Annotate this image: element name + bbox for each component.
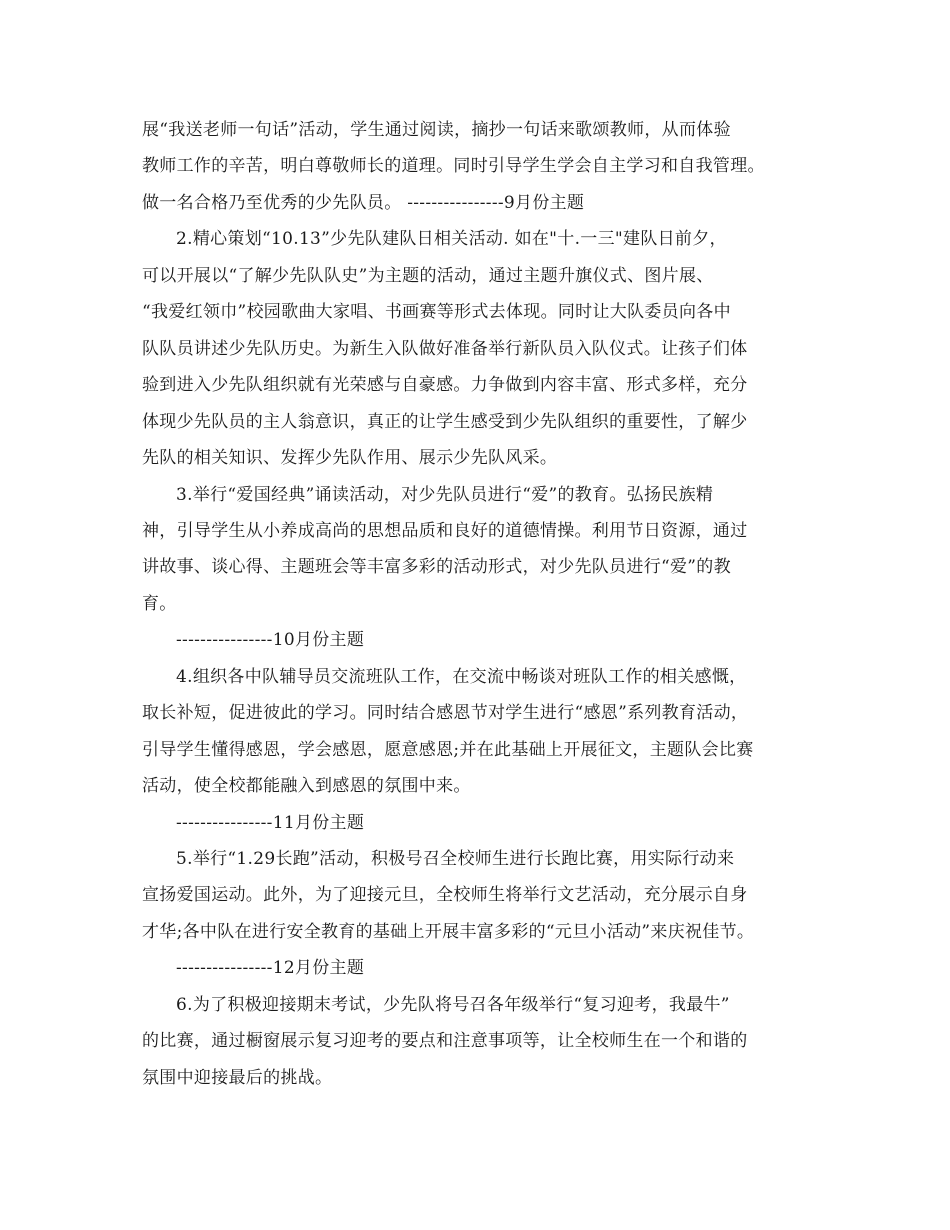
text-line: 队队员讲述少先队历史。为新生入队做好准备举行新队员入队仪式。让孩子们体 — [142, 338, 748, 359]
text-line: 才华;各中队在进行安全教育的基础上开展丰富多彩的“元旦小活动”来庆祝佳节。 — [142, 921, 755, 942]
text-line: “我爱红领巾”校园歌曲大家唱、书画赛等形式去体现。同时让大队委员向各中 — [142, 302, 731, 323]
text-line: 引导学生懂得感恩，学会感恩，愿意感恩;并在此基础上开展征文，主题队会比赛 — [142, 739, 754, 760]
text-line: 6.为了积极迎接期末考试，少先队将号召各年级举行“复习迎考，我最牛” — [176, 994, 730, 1015]
text-line: 做一名合格乃至优秀的少先队员。 ----------------9月份主题 — [142, 192, 585, 213]
text-line: 育。 — [142, 593, 177, 614]
text-line: ----------------11月份主题 — [176, 812, 365, 833]
text-line: 氛围中迎接最后的挑战。 — [142, 1067, 333, 1088]
text-line: 2.精心策划“10.13”少先队建队日相关活动. 如在"十.一三"建队日前夕， — [176, 229, 727, 250]
text-line: 教师工作的辛苦，明白尊敬师长的道理。同时引导学生学会自主学习和自我管理。 — [142, 156, 765, 177]
text-line: 取长补短，促进彼此的学习。同时结合感恩节对学生进行“感恩”系列教育活动， — [142, 703, 749, 724]
text-line: 先队的相关知识、发挥少先队作用、展示少先队风采。 — [142, 448, 558, 469]
text-line: 宣扬爱国运动。此外，为了迎接元旦，全校师生将举行文艺活动，充分展示自身 — [142, 885, 748, 906]
text-line: 展“我送老师一句话”活动，学生通过阅读，摘抄一句话来歌颂教师，从而体验 — [142, 120, 731, 140]
text-line: 神，引导学生从小养成高尚的思想品质和良好的道德情操。利用节日资源，通过 — [142, 520, 748, 541]
text-line: 体现少先队员的主人翁意识，真正的让学生感受到少先队组织的重要性，了解少 — [142, 411, 748, 432]
text-line: 3.举行“爱国经典”诵读活动，对少先队员进行“爱”的教育。弘扬民族精 — [176, 484, 714, 505]
text-line: 的比赛，通过橱窗展示复习迎考的要点和注意事项等，让全校师生在一个和谐的 — [142, 1031, 748, 1052]
text-line: 4.组织各中队辅导员交流班队工作，在交流中畅谈对班队工作的相关感慨， — [176, 666, 747, 687]
text-line: 活动，使全校都能融入到感恩的氛围中来。 — [142, 776, 471, 797]
text-line: ----------------12月份主题 — [176, 958, 365, 979]
text-line: 验到进入少先队组织就有光荣感与自豪感。力争做到内容丰富、形式多样，充分 — [142, 375, 748, 396]
text-line: ----------------10月份主题 — [176, 630, 365, 651]
text-line: 5.举行“1.29长跑”活动，积极号召全校师生进行长跑比赛，用实际行动来 — [176, 849, 735, 869]
text-line: 讲故事、谈心得、主题班会等丰富多彩的活动形式，对少先队员进行“爱”的教 — [142, 557, 731, 578]
text-line: 可以开展以“了解少先队队史”为主题的活动，通过主题升旗仪式、图片展、 — [142, 265, 714, 286]
